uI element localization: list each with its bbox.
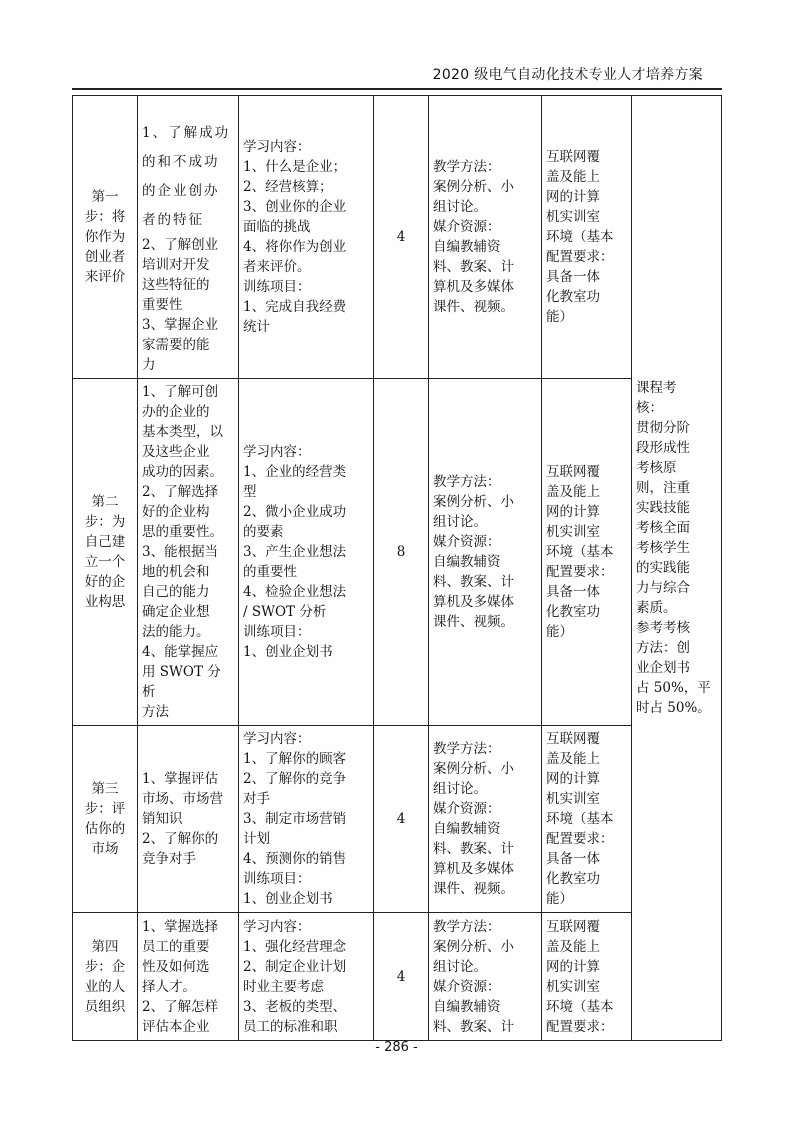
hours-cell: 4 bbox=[374, 96, 429, 379]
step-cell: 第一 步：将 你作为 创业者 来评价 bbox=[73, 96, 138, 379]
venue-cell: 互联网覆 盖及能上 网的计算 机实训室 环境（基本 配置要求： bbox=[542, 913, 632, 1041]
goal-cell: 1、了解可创 办的企业的 基本类型，以 及这些企业 成功的因素。 2、了解选择 好的企业构 思的重要性。 3、能根据当 地的机会和 自己的能力 确定企业想 法的能力。 4、能掌握应 用 SWOT 分析 方法 bbox=[138, 379, 239, 726]
document-header-title: 2020 级电气自动化技术专业人才培养方案 bbox=[432, 67, 703, 83]
content-cell: 学习内容： 1、强化经营理念 2、制定企业计划 时业主要考虑 3、老板的类型、 员工的标准和职 bbox=[239, 913, 374, 1041]
content-cell: 学习内容： 1、什么是企业； 2、经营核算； 3、创业你的企业 面临的挑战 4、将你作为创业 者来评价。 训练项目： 1、完成自我经费 统计 bbox=[239, 96, 374, 379]
step-cell: 第三 步：评 估你的 市场 bbox=[73, 726, 138, 913]
hours-cell: 4 bbox=[374, 726, 429, 913]
venue-cell: 互联网覆 盖及能上 网的计算 机实训室 环境（基本 配置要求： 具备一体 化教室功 能） bbox=[542, 726, 632, 913]
assessment-cell: 课程考 核： 贯彻分阶 段形成性 考核原 则，注重 实践技能 考核全面 考核学生 的实践能 力与综合 素质。 参考考核 方法：创 业企划书 占 50%，平 时占 50%。 bbox=[632, 96, 722, 1041]
step-cell: 第二 步：为 自己建 立一个 好的企 业构思 bbox=[73, 379, 138, 726]
goal-cell bbox=[138, 96, 239, 379]
table-row bbox=[73, 96, 722, 379]
course-plan-table bbox=[72, 95, 722, 1041]
content-cell: 学习内容： 1、了解你的顾客 2、了解你的竞争 对手 3、制定市场营销 计划 4、预测你的销售 训练项目： 1、创业企划书 bbox=[239, 726, 374, 913]
step-cell: 第四 步：企 业的人 员组织 bbox=[73, 913, 138, 1041]
method-cell: 教学方法： 案例分析、小 组讨论。 媒介资源： 自编教辅资 料、教案、计 算机及多媒体 课件、视频。 bbox=[429, 379, 542, 726]
table-row bbox=[73, 913, 722, 1041]
table-row bbox=[73, 726, 722, 913]
goal-cell: 1、掌握选择 员工的重要 性及如何选 择人才。 2、了解怎样 评估本企业 bbox=[138, 913, 239, 1041]
venue-cell: 互联网覆 盖及能上 网的计算 机实训室 环境（基本 配置要求： 具备一体 化教室功 能） bbox=[542, 96, 632, 379]
content-cell: 学习内容： 1、企业的经营类 型 2、微小企业成功 的要素 3、产生企业想法 的重要性 4、检验企业想法 / SWOT 分析 训练项目： 1、创业企划书 bbox=[239, 379, 374, 726]
goal-text-loose: 1、了解成功 的和不成功 的企业创办 者的特征 bbox=[142, 125, 231, 228]
goal-text: 2、了解创业 培训对开发 这些特征的 重要性 3、掌握企业 家需要的能 力 bbox=[142, 237, 219, 373]
table-row bbox=[73, 379, 722, 726]
method-cell: 教学方法： 案例分析、小 组讨论。 媒介资源： 自编教辅资 料、教案、计 算机及多媒体 课件、视频。 bbox=[429, 96, 542, 379]
venue-cell: 互联网覆 盖及能上 网的计算 机实训室 环境（基本 配置要求： 具备一体 化教室功 能） bbox=[542, 379, 632, 726]
method-cell: 教学方法： 案例分析、小 组讨论。 媒介资源： 自编教辅资 料、教案、计 算机及多媒体 课件、视频。 bbox=[429, 726, 542, 913]
method-cell: 教学方法： 案例分析、小 组讨论。 媒介资源： 自编教辅资 料、教案、计 bbox=[429, 913, 542, 1041]
header-divider bbox=[72, 88, 722, 90]
page-number: - 286 - bbox=[375, 1040, 418, 1055]
hours-cell: 8 bbox=[374, 379, 429, 726]
hours-cell: 4 bbox=[374, 913, 429, 1041]
goal-cell: 1、掌握评估 市场、市场营 销知识 2、了解你的 竞争对手 bbox=[138, 726, 239, 913]
